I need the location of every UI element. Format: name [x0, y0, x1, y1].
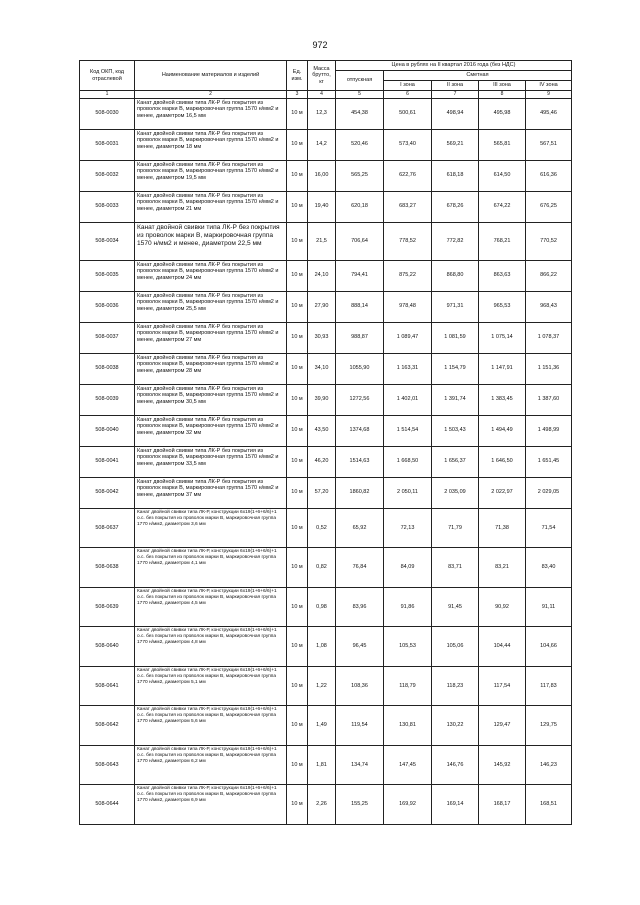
cell-zone-1-price: 105,53: [384, 627, 432, 667]
cell-release-price: 520,46: [336, 129, 384, 160]
cell-code: 508-0037: [80, 322, 135, 353]
cell-unit: 10 м: [287, 785, 308, 825]
cell-zone-1-price: 1 668,50: [384, 446, 432, 477]
header-name: Наименование материалов и изделий: [135, 61, 287, 91]
cell-mass: 57,20: [308, 477, 336, 508]
cell-mass: 19,40: [308, 191, 336, 222]
cell-zone-4-price: 968,43: [526, 291, 572, 322]
cell-name: Канат двойной свивки типа ЛК-Р без покрытия из проволок марки В, маркировочная группа 1570 н/мм2 и менее, диаметром 32 мм: [135, 415, 287, 446]
cell-unit: 10 м: [287, 415, 308, 446]
table-row: [80, 98, 572, 129]
header-zone-1: I зона: [384, 81, 432, 91]
cell-zone-4-price: 146,23: [526, 745, 572, 785]
cell-zone-3-price: 2 022,97: [479, 477, 526, 508]
cell-zone-2-price: 1 081,59: [432, 322, 479, 353]
table-row: [80, 384, 572, 415]
cell-code: 508-0638: [80, 548, 135, 588]
page-number: 972: [312, 40, 328, 50]
cell-zone-2-price: 71,79: [432, 508, 479, 548]
header-release: отпускная: [336, 71, 384, 91]
header-estimate: Сметная: [384, 71, 572, 81]
cell-mass: 43,50: [308, 415, 336, 446]
cell-mass: 27,90: [308, 291, 336, 322]
cell-zone-4-price: 129,75: [526, 706, 572, 746]
cell-unit: 10 м: [287, 160, 308, 191]
cell-zone-4-price: 1 387,60: [526, 384, 572, 415]
cell-unit: 10 м: [287, 322, 308, 353]
cell-zone-3-price: 674,22: [479, 191, 526, 222]
cell-name: Канат двойной свивки типа ЛК-Р, конструкции 6х19(1+6+6/6)+1 о.с. без покрытия из проволок марки В, маркировочная группа 1770 н/мм2, диаметром 5,6 мм: [135, 706, 287, 746]
cell-mass: 1,08: [308, 627, 336, 667]
table-row: [80, 508, 572, 548]
cell-mass: 16,00: [308, 160, 336, 191]
cell-mass: 1,22: [308, 666, 336, 706]
cell-zone-2-price: 2 035,09: [432, 477, 479, 508]
cell-zone-4-price: 91,11: [526, 587, 572, 627]
cell-code: 508-0030: [80, 98, 135, 129]
cell-release-price: 1514,63: [336, 446, 384, 477]
cell-unit: 10 м: [287, 745, 308, 785]
table-row: [80, 160, 572, 191]
cell-name: Канат двойной свивки типа ЛК-Р без покрытия из проволок марки В, маркировочная группа 1570 н/мм2 и менее, диаметром 33,5 мм: [135, 446, 287, 477]
cell-zone-2-price: 569,21: [432, 129, 479, 160]
cell-zone-3-price: 1 147,91: [479, 353, 526, 384]
cell-zone-4-price: 676,25: [526, 191, 572, 222]
table-row: [80, 446, 572, 477]
cell-zone-3-price: 1 494,49: [479, 415, 526, 446]
cell-release-price: 1272,56: [336, 384, 384, 415]
cell-zone-3-price: 565,81: [479, 129, 526, 160]
cell-zone-2-price: 868,80: [432, 260, 479, 291]
cell-code: 508-0038: [80, 353, 135, 384]
table-body: [80, 98, 572, 824]
table-row: [80, 587, 572, 627]
cell-unit: 10 м: [287, 548, 308, 588]
cell-release-price: 1055,90: [336, 353, 384, 384]
cell-zone-3-price: 145,92: [479, 745, 526, 785]
cell-zone-3-price: 965,53: [479, 291, 526, 322]
cell-zone-4-price: 1 151,36: [526, 353, 572, 384]
cell-release-price: 988,87: [336, 322, 384, 353]
cell-zone-2-price: 618,18: [432, 160, 479, 191]
cell-zone-1-price: 1 514,54: [384, 415, 432, 446]
cell-name: Канат двойной свивки типа ЛК-Р, конструкции 6х19(1+6+6/6)+1 о.с. без покрытия из проволок марки В, маркировочная группа 1770 н/мм2, диаметром 6,2 мм: [135, 745, 287, 785]
cell-unit: 10 м: [287, 191, 308, 222]
cell-release-price: 65,92: [336, 508, 384, 548]
table-row: [80, 191, 572, 222]
cell-mass: 0,52: [308, 508, 336, 548]
cell-release-price: 454,38: [336, 98, 384, 129]
cell-release-price: 1374,68: [336, 415, 384, 446]
cell-mass: 12,3: [308, 98, 336, 129]
cell-zone-2-price: 130,22: [432, 706, 479, 746]
cell-unit: 10 м: [287, 587, 308, 627]
cell-zone-2-price: 498,94: [432, 98, 479, 129]
cell-zone-4-price: 616,36: [526, 160, 572, 191]
column-number: 3: [287, 91, 308, 99]
cell-zone-4-price: 117,83: [526, 666, 572, 706]
cell-zone-4-price: 83,40: [526, 548, 572, 588]
cell-mass: 1,81: [308, 745, 336, 785]
cell-zone-2-price: 1 656,37: [432, 446, 479, 477]
cell-zone-1-price: 130,81: [384, 706, 432, 746]
cell-unit: 10 м: [287, 384, 308, 415]
cell-mass: 0,82: [308, 548, 336, 588]
cell-name: Канат двойной свивки типа ЛК-Р, конструкции 6х19(1+6+6/6)+1 о.с. без покрытия из проволок марки В, маркировочная группа 1770 н/мм2, диаметром 6,9 мм: [135, 785, 287, 825]
cell-release-price: 706,64: [336, 222, 384, 260]
cell-mass: 34,10: [308, 353, 336, 384]
cell-release-price: 108,36: [336, 666, 384, 706]
cell-release-price: 1860,82: [336, 477, 384, 508]
cell-name: Канат двойной свивки типа ЛК-Р без покрытия из проволок марки В, маркировочная группа 1570 н/мм2 и менее, диаметром 21 мм: [135, 191, 287, 222]
header-zone-3: III зона: [479, 81, 526, 91]
cell-zone-3-price: 768,21: [479, 222, 526, 260]
cell-unit: 10 м: [287, 129, 308, 160]
cell-unit: 10 м: [287, 98, 308, 129]
column-number-row: [80, 91, 572, 99]
cell-mass: 2,26: [308, 785, 336, 825]
cell-code: 508-0042: [80, 477, 135, 508]
cell-name: Канат двойной свивки типа ЛК-Р, конструкции 6х19(1+6+6/6)+1 о.с. без покрытия из проволок марки В, маркировочная группа 1770 н/мм2, диаметром 4,8 мм: [135, 627, 287, 667]
cell-zone-1-price: 118,79: [384, 666, 432, 706]
cell-code: 508-0643: [80, 745, 135, 785]
cell-name: Канат двойной свивки типа ЛК-Р без покрытия из проволок марки В, маркировочная группа 1570 н/мм2 и менее, диаметром 37 мм: [135, 477, 287, 508]
cell-code: 508-0640: [80, 627, 135, 667]
cell-unit: 10 м: [287, 477, 308, 508]
cell-zone-2-price: 91,45: [432, 587, 479, 627]
cell-zone-2-price: 146,76: [432, 745, 479, 785]
cell-zone-4-price: 866,22: [526, 260, 572, 291]
cell-code: 508-0637: [80, 508, 135, 548]
cell-zone-2-price: 83,71: [432, 548, 479, 588]
cell-code: 508-0639: [80, 587, 135, 627]
cell-zone-2-price: 1 391,74: [432, 384, 479, 415]
column-number: 5: [336, 91, 384, 99]
header-mass: Масса брутто, кг: [308, 61, 336, 91]
cell-mass: 24,10: [308, 260, 336, 291]
header-price: Цена в рублях на II квартал 2016 года (без НДС): [336, 61, 572, 71]
cell-zone-1-price: 1 163,31: [384, 353, 432, 384]
cell-zone-2-price: 971,31: [432, 291, 479, 322]
header-zone-4: IV зона: [526, 81, 572, 91]
header-unit: Ед. изм.: [287, 61, 308, 91]
cell-zone-4-price: 567,51: [526, 129, 572, 160]
cell-mass: 14,2: [308, 129, 336, 160]
cell-unit: 10 м: [287, 446, 308, 477]
cell-zone-1-price: 84,09: [384, 548, 432, 588]
table-row: [80, 322, 572, 353]
cell-zone-3-price: 104,44: [479, 627, 526, 667]
column-number: 8: [479, 91, 526, 99]
cell-mass: 1,49: [308, 706, 336, 746]
table-row: [80, 415, 572, 446]
cell-release-price: 888,14: [336, 291, 384, 322]
cell-zone-3-price: 168,17: [479, 785, 526, 825]
cell-zone-4-price: 1 078,37: [526, 322, 572, 353]
cell-zone-4-price: 495,46: [526, 98, 572, 129]
cell-mass: 21,5: [308, 222, 336, 260]
table-row: [80, 222, 572, 260]
cell-name: Канат двойной свивки типа ЛК-Р, конструкции 6х19(1+6+6/6)+1 о.с. без покрытия из проволок марки В, маркировочная группа 1770 н/мм2, диаметром 3,6 мм: [135, 508, 287, 548]
cell-zone-2-price: 678,26: [432, 191, 479, 222]
cell-name: Канат двойной свивки типа ЛК-Р без покрытия из проволок марки В, маркировочная группа 1570 н/мм2 и менее, диаметром 18 мм: [135, 129, 287, 160]
cell-name: Канат двойной свивки типа ЛК-Р, конструкции 6х19(1+6+6/6)+1 о.с. без покрытия из проволок марки В, маркировочная группа 1770 н/мм2, диаметром 4,5 мм: [135, 587, 287, 627]
cell-release-price: 134,74: [336, 745, 384, 785]
cell-zone-3-price: 129,47: [479, 706, 526, 746]
cell-code: 508-0642: [80, 706, 135, 746]
table-row: [80, 477, 572, 508]
cell-zone-2-price: 1 154,79: [432, 353, 479, 384]
cell-zone-1-price: 778,52: [384, 222, 432, 260]
cell-mass: 39,90: [308, 384, 336, 415]
cell-name: Канат двойной свивки типа ЛК-Р, конструкции 6х19(1+6+6/6)+1 о.с. без покрытия из проволок марки В, маркировочная группа 1770 н/мм2, диаметром 4,1 мм: [135, 548, 287, 588]
cell-unit: 10 м: [287, 508, 308, 548]
cell-zone-1-price: 500,61: [384, 98, 432, 129]
table-header: [80, 61, 572, 99]
cell-release-price: 96,45: [336, 627, 384, 667]
cell-unit: 10 м: [287, 260, 308, 291]
cell-unit: 10 м: [287, 666, 308, 706]
cell-zone-3-price: 90,92: [479, 587, 526, 627]
cell-mass: 46,20: [308, 446, 336, 477]
cell-code: 508-0039: [80, 384, 135, 415]
cell-zone-4-price: 168,51: [526, 785, 572, 825]
table-row: [80, 291, 572, 322]
table-row: [80, 666, 572, 706]
table-row: [80, 785, 572, 825]
table-row: [80, 548, 572, 588]
cell-zone-3-price: 863,63: [479, 260, 526, 291]
cell-unit: 10 м: [287, 222, 308, 260]
cell-release-price: 155,25: [336, 785, 384, 825]
table-row: [80, 627, 572, 667]
column-number: 4: [308, 91, 336, 99]
cell-zone-1-price: 147,45: [384, 745, 432, 785]
table-row: [80, 353, 572, 384]
cell-code: 508-0035: [80, 260, 135, 291]
cell-mass: 0,98: [308, 587, 336, 627]
cell-zone-3-price: 614,50: [479, 160, 526, 191]
cell-code: 508-0641: [80, 666, 135, 706]
cell-zone-1-price: 875,22: [384, 260, 432, 291]
cell-zone-1-price: 2 050,11: [384, 477, 432, 508]
column-number: 7: [432, 91, 479, 99]
cell-unit: 10 м: [287, 706, 308, 746]
cell-code: 508-0036: [80, 291, 135, 322]
column-number: 6: [384, 91, 432, 99]
table-row: [80, 745, 572, 785]
cell-name: Канат двойной свивки типа ЛК-Р без покрытия из проволок марки В, маркировочная группа 1570 н/мм2 и менее, диаметром 19,5 мм: [135, 160, 287, 191]
price-table: [79, 60, 572, 825]
cell-zone-3-price: 1 646,50: [479, 446, 526, 477]
cell-name: Канат двойной свивки типа ЛК-Р без покрытия из проволок марки В, маркировочная группа 1570 н/мм2 и менее, диаметром 24 мм: [135, 260, 287, 291]
cell-release-price: 794,41: [336, 260, 384, 291]
cell-unit: 10 м: [287, 291, 308, 322]
cell-zone-1-price: 683,27: [384, 191, 432, 222]
cell-zone-1-price: 622,76: [384, 160, 432, 191]
cell-zone-4-price: 1 498,99: [526, 415, 572, 446]
cell-zone-3-price: 83,21: [479, 548, 526, 588]
cell-code: 508-0033: [80, 191, 135, 222]
cell-zone-4-price: 71,54: [526, 508, 572, 548]
table-row: [80, 706, 572, 746]
cell-unit: 10 м: [287, 627, 308, 667]
cell-zone-1-price: 978,48: [384, 291, 432, 322]
cell-zone-3-price: 1 075,14: [479, 322, 526, 353]
cell-mass: 30,93: [308, 322, 336, 353]
cell-code: 508-0032: [80, 160, 135, 191]
cell-zone-2-price: 1 503,43: [432, 415, 479, 446]
cell-zone-2-price: 105,06: [432, 627, 479, 667]
cell-zone-1-price: 1 089,47: [384, 322, 432, 353]
cell-zone-2-price: 169,14: [432, 785, 479, 825]
cell-zone-4-price: 1 651,45: [526, 446, 572, 477]
table-row: [80, 260, 572, 291]
cell-zone-3-price: 117,54: [479, 666, 526, 706]
cell-zone-1-price: 72,13: [384, 508, 432, 548]
cell-release-price: 83,96: [336, 587, 384, 627]
cell-name: Канат двойной свивки типа ЛК-Р без покрытия из проволок марки В, маркировочная группа 1570 н/мм2 и менее, диаметром 22,5 мм: [135, 222, 287, 260]
cell-code: 508-0031: [80, 129, 135, 160]
table-row: [80, 129, 572, 160]
cell-name: Канат двойной свивки типа ЛК-Р без покрытия из проволок марки В, маркировочная группа 1570 н/мм2 и менее, диаметром 28 мм: [135, 353, 287, 384]
cell-code: 508-0034: [80, 222, 135, 260]
cell-zone-4-price: 104,66: [526, 627, 572, 667]
column-number: 1: [80, 91, 135, 99]
cell-release-price: 119,54: [336, 706, 384, 746]
cell-name: Канат двойной свивки типа ЛК-Р без покрытия из проволок марки В, маркировочная группа 1570 н/мм2 и менее, диаметром 30,5 мм: [135, 384, 287, 415]
cell-name: Канат двойной свивки типа ЛК-Р без покрытия из проволок марки В, маркировочная группа 1570 н/мм2 и менее, диаметром 25,5 мм: [135, 291, 287, 322]
cell-zone-4-price: 2 029,05: [526, 477, 572, 508]
cell-release-price: 565,25: [336, 160, 384, 191]
cell-zone-3-price: 495,98: [479, 98, 526, 129]
cell-release-price: 76,84: [336, 548, 384, 588]
cell-code: 508-0644: [80, 785, 135, 825]
cell-zone-3-price: 71,38: [479, 508, 526, 548]
column-number: 2: [135, 91, 287, 99]
cell-name: Канат двойной свивки типа ЛК-Р без покрытия из проволок марки В, маркировочная группа 1570 н/мм2 и менее, диаметром 27 мм: [135, 322, 287, 353]
cell-zone-2-price: 118,23: [432, 666, 479, 706]
cell-zone-1-price: 573,40: [384, 129, 432, 160]
cell-zone-1-price: 1 402,01: [384, 384, 432, 415]
cell-code: 508-0040: [80, 415, 135, 446]
header-code: Код ОКП, код отраслевой: [80, 61, 135, 91]
cell-unit: 10 м: [287, 353, 308, 384]
cell-zone-1-price: 91,86: [384, 587, 432, 627]
cell-zone-2-price: 772,82: [432, 222, 479, 260]
cell-zone-4-price: 770,52: [526, 222, 572, 260]
cell-name: Канат двойной свивки типа ЛК-Р без покрытия из проволок марки В, маркировочная группа 1570 н/мм2 и менее, диаметром 16,5 мм: [135, 98, 287, 129]
cell-zone-1-price: 169,92: [384, 785, 432, 825]
cell-release-price: 620,18: [336, 191, 384, 222]
cell-code: 508-0041: [80, 446, 135, 477]
header-zone-2: II зона: [432, 81, 479, 91]
column-number: 9: [526, 91, 572, 99]
cell-zone-3-price: 1 383,45: [479, 384, 526, 415]
cell-name: Канат двойной свивки типа ЛК-Р, конструкции 6х19(1+6+6/6)+1 о.с. без покрытия из проволок марки В, маркировочная группа 1770 н/мм2, диаметром 5,1 мм: [135, 666, 287, 706]
